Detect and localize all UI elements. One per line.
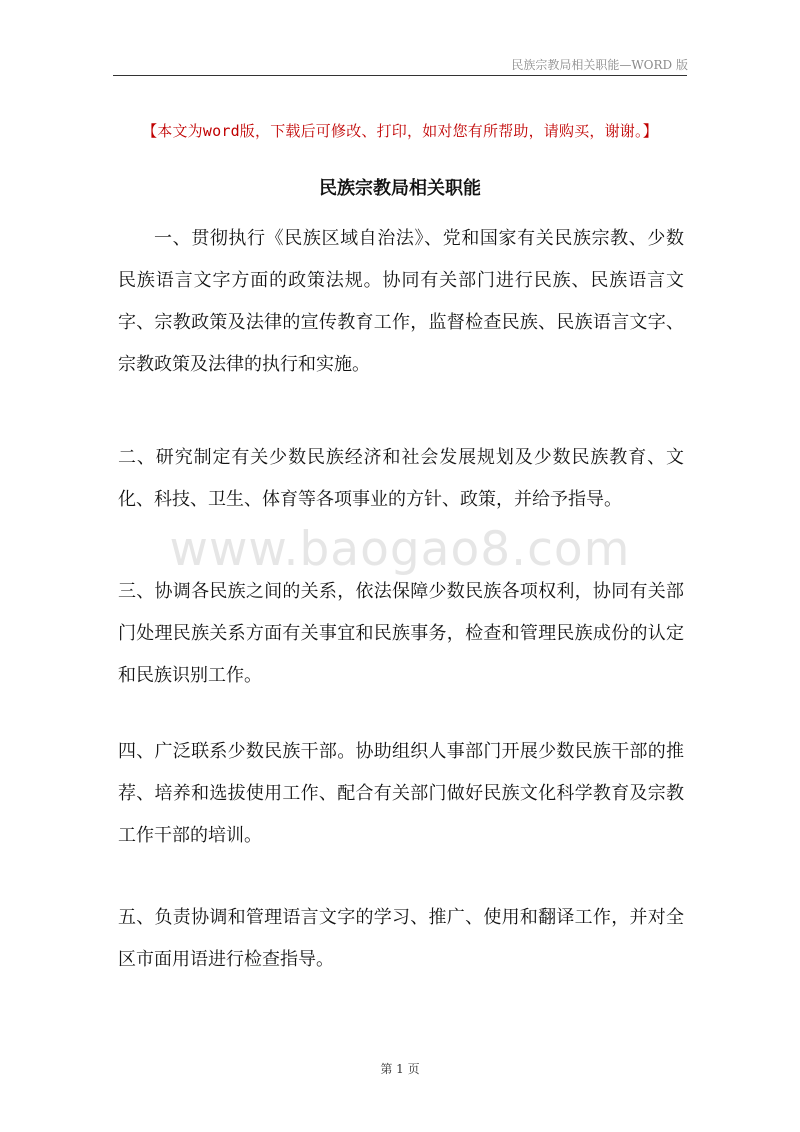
paragraph-4: 四、广泛联系少数民族干部。协助组织人事部门开展少数民族干部的推荐、培养和选拔使用工作、配合有关部门做好民族文化科学教育及宗教工作干部的培训。 (118, 741, 684, 846)
header-divider (113, 75, 687, 76)
paragraph-3: 三、协调各民族之间的关系，依法保障少数民族各项权利，协同有关部门处理民族关系方面有关事宜和民族事务，检查和管理民族成份的认定和民族识别工作。 (118, 581, 684, 686)
document-title: 民族宗教局相关职能 (319, 178, 481, 199)
paragraph-2: 二、研究制定有关少数民族经济和社会发展规划及少数民族教育、文化、科技、卫生、体育等各项事业的方针、政策，并给予指导。 (118, 447, 684, 510)
running-header: 民族宗教局相关职能—WORD 版 (511, 58, 688, 72)
purchase-notice: 【本文为word版，下载后可修改、打印，如对您有所帮助，请购买，谢谢。】 (142, 122, 658, 140)
watermark: www.baogao8.com (169, 522, 631, 577)
paragraph-1: 一、贯彻执行《民族区域自治法》、党和国家有关民族宗教、少数民族语言文字方面的政策法规。协同有关部门进行民族、民族语言文字、宗教政策及法律的宣传教育工作，监督检查民族、民族语言文字、宗教政策及法律的执行和实施。 (118, 228, 684, 375)
page-number: 第 1 页 (380, 1062, 420, 1076)
paragraph-5: 五、负责协调和管理语言文字的学习、推广、使用和翻译工作，并对全区市面用语进行检查指导。 (118, 907, 684, 970)
